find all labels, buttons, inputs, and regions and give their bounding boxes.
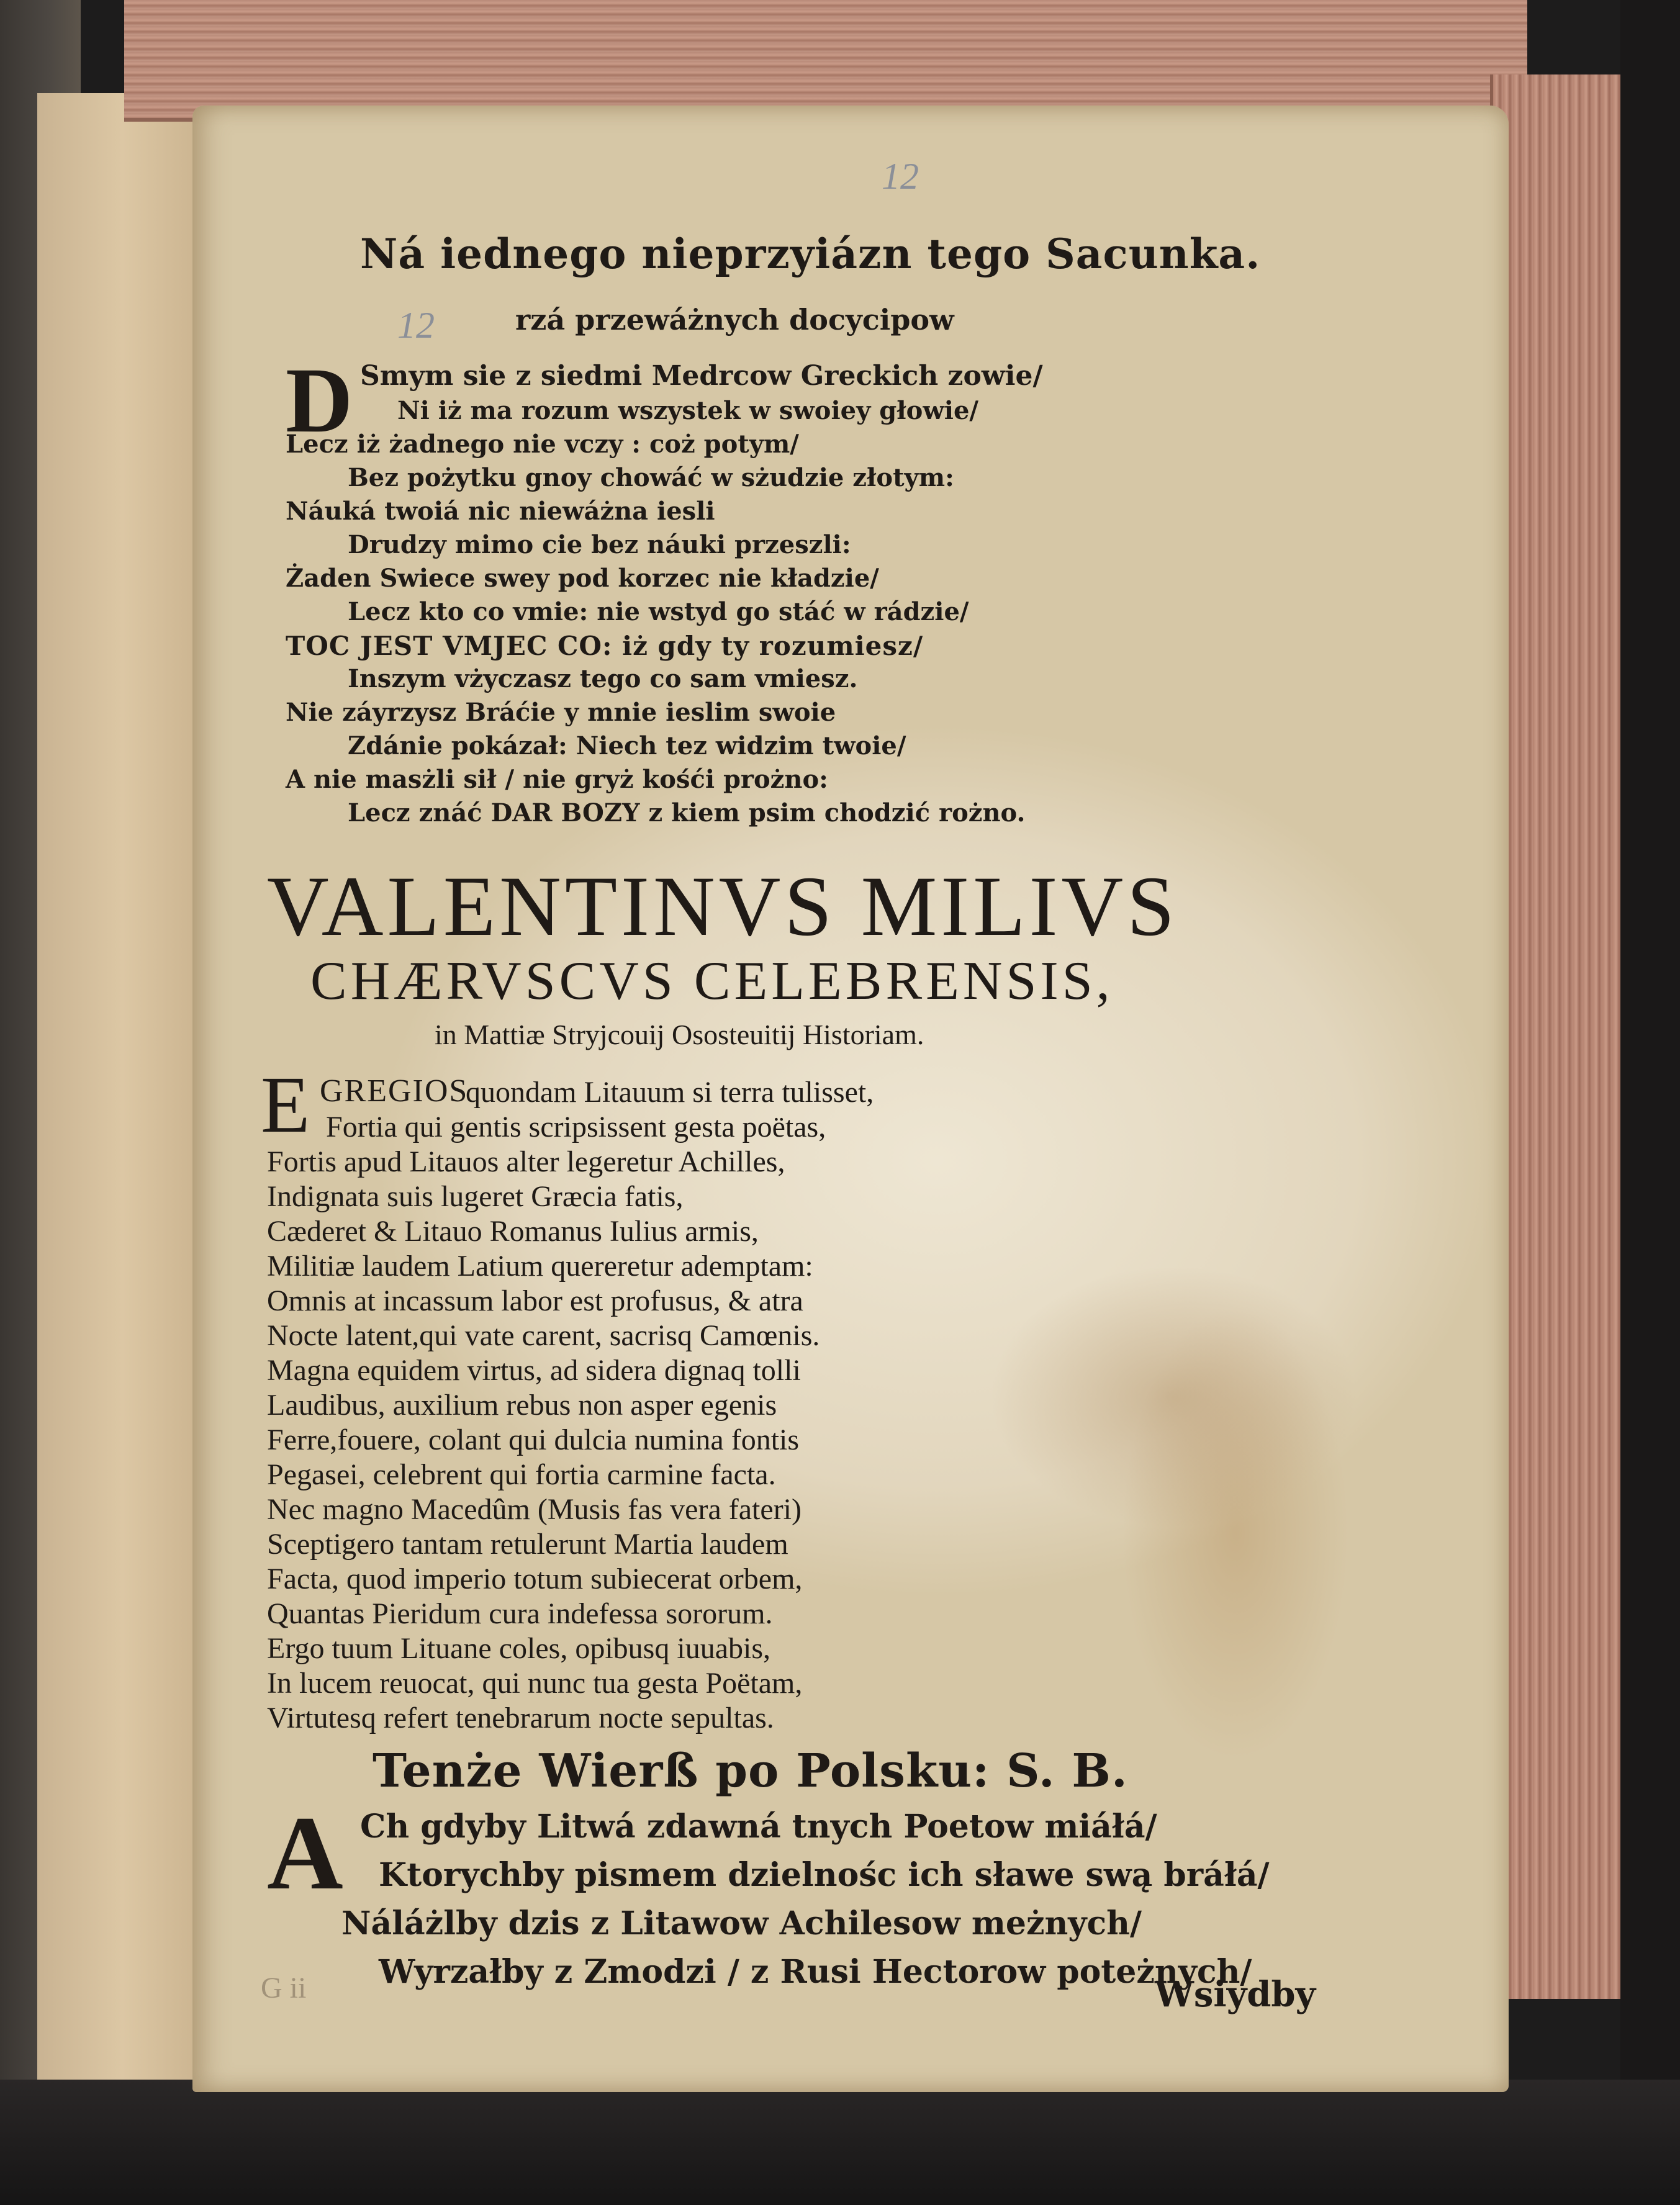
poem-line: Ni iż ma rozum wszystek w swoiey głowie/ (397, 396, 979, 425)
printed-page (192, 106, 1509, 2092)
page-block-top-edge (124, 0, 1527, 122)
translation-line: Wyrzałby z Zmodzi / z Rusi Hectorow poteżnych/ (379, 1953, 1252, 1991)
page-block-fore-edge (1490, 74, 1624, 1999)
translation-heading: Tenże Wierß po Polsku: S. B. (373, 1744, 1128, 1798)
translation-line: Náláżlby dzis z Litawow Achilesow meżnych/ (341, 1905, 1142, 1942)
latin-line: Militiæ laudem Latium quereretur ademptam: (267, 1250, 813, 1283)
pencil-folio-number: 12 (882, 156, 919, 197)
drop-initial-a: A (267, 1795, 343, 1911)
poem-line: Zdánie pokázał: Niech tez widzim twoie/ (348, 731, 906, 760)
signature-mark: G ii (261, 1972, 307, 2004)
poem-line: Żaden Swiece swey pod korzec nie kładzie/ (286, 564, 879, 593)
latin-line: Pegasei, celebrent qui fortia carmine facta. (267, 1458, 776, 1491)
latin-first-word: GREGIOS (320, 1073, 469, 1109)
catchword: Wsiydby (1155, 1974, 1316, 2015)
poem-line: Bez pożytku gnoy chowáć w sżudzie złotym: (348, 463, 954, 492)
latin-line: Quantas Pieridum cura indefessa sororum. (267, 1597, 773, 1630)
latin-heading-origin: CHÆRVSCVS CELEBRENSIS, (310, 951, 1114, 1011)
poem-line: TOC JEST VMJEC CO: iż gdy ty rozumiesz/ (286, 631, 924, 661)
latin-line: Nocte latent,qui vate carent, sacrisq Camœnis. (267, 1319, 820, 1352)
latin-line: Omnis at incassum labor est profusus, & atra (267, 1284, 803, 1317)
drop-initial-e: E (261, 1060, 310, 1150)
latin-line: Fortis apud Litauos alter legeretur Achilles, (267, 1145, 785, 1178)
facing-page-edge (37, 93, 195, 2205)
poem-line: Inszym vżyczasz tego co sam vmiesz. (348, 664, 858, 693)
margin-number: 12 (397, 305, 435, 346)
latin-line: Fortia qui gentis scripsissent gesta poëtas, (326, 1111, 826, 1143)
latin-line: Facta, quod imperio totum subiecerat orbem, (267, 1562, 803, 1595)
poem-line: Náuká twoiá nic niewáżna iesli (286, 497, 715, 526)
latin-line: Indignata suis lugeret Græcia fatis, (267, 1180, 684, 1213)
latin-line: Cæderet & Litauo Romanus Iulius armis, (267, 1215, 759, 1248)
poem-title-line1: Ná iednego nieprzyiázn tego Sacunka. (360, 230, 1261, 278)
background-right (1620, 0, 1680, 2205)
latin-line: Laudibus, auxilium rebus non asper egenis (267, 1389, 777, 1422)
poem-line: Nie záyrzysz Bráćie y mnie ieslim swoie (286, 698, 836, 727)
poem-line: Lecz kto co vmie: nie wstyd go stáć w rádzie/ (348, 597, 969, 626)
latin-heading-author: VALENTINVS MILIVS (267, 859, 1178, 954)
latin-line: Sceptigero tantam retulerunt Martia laudem (267, 1528, 788, 1561)
poem-line: Lecz iż żadnego nie vczy : coż potym/ (286, 430, 799, 459)
poem-line: A nie masżli sił / nie gryż kośći prożno: (286, 765, 828, 794)
latin-line: Virtutesq refert tenebrarum nocte sepultas. (267, 1702, 774, 1734)
latin-heading-dedication: in Mattiæ Stryjcouij Ososteuitij Historiam. (435, 1019, 924, 1050)
background-bottom (0, 2080, 1680, 2205)
poem-line: Drudzy mimo cie bez náuki przeszli: (348, 530, 851, 559)
latin-line: Nec magno Macedûm (Musis fas vera fateri) (267, 1493, 802, 1526)
drop-initial-d: D (286, 349, 353, 452)
latin-line: Ferre,fouere, colant qui dulcia numina fontis (267, 1423, 800, 1456)
translation-line: Ch gdyby Litwá zdawná tnych Poetow miáłá/ (360, 1808, 1157, 1846)
latin-line: Magna equidem virtus, ad sidera dignaq tolli (267, 1354, 801, 1387)
poem-title-line2: rzá przewáżnych docycipow (515, 303, 954, 336)
poem-line: Lecz znáć DAR BOZY z kiem psim chodzić rożno. (348, 798, 1026, 827)
latin-line: Ergo tuum Lituane coles, opibusq iuuabis, (267, 1632, 771, 1665)
latin-line: quondam Litauum si terra tulisset, (466, 1076, 874, 1109)
translation-line: Ktorychby pismem dzielnośc ich sławe swą bráłá/ (379, 1856, 1270, 1894)
latin-line: In lucem reuocat, qui nunc tua gesta Poëtam, (267, 1667, 803, 1700)
poem-line: Smym sie z siedmi Medrcow Greckich zowie/ (360, 360, 1043, 392)
